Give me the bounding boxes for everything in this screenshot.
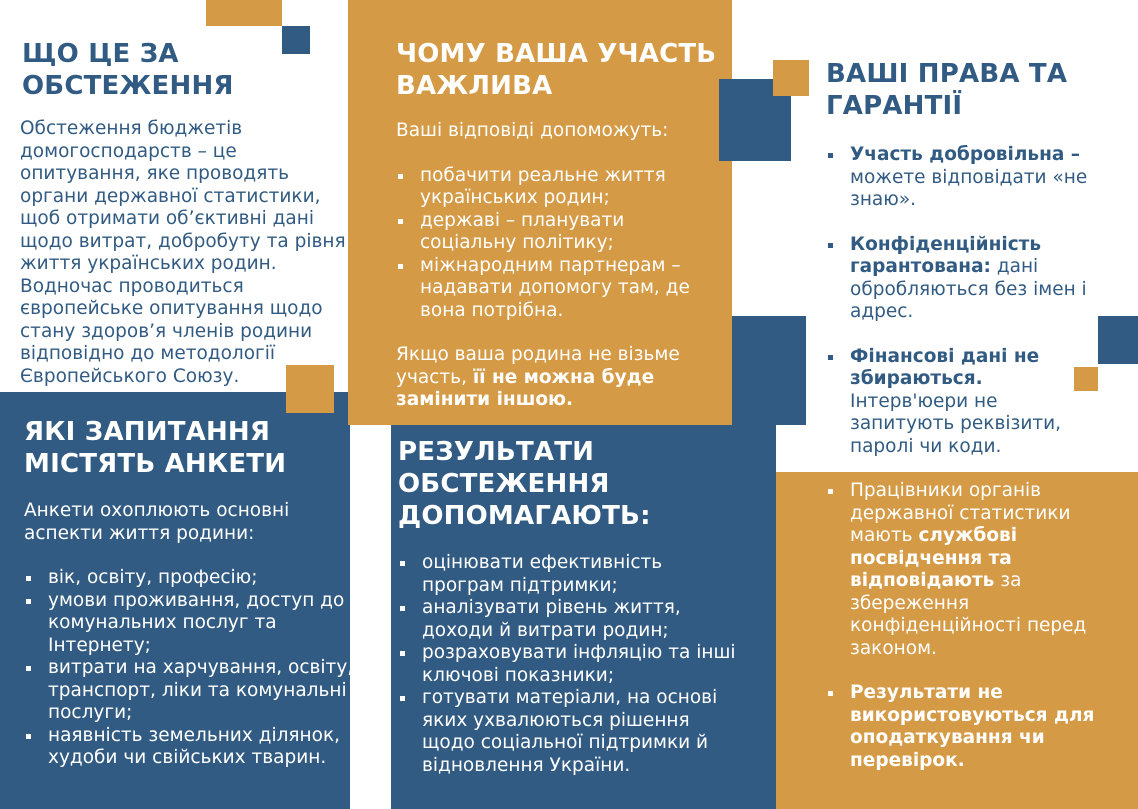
questions-title: ЯКІ ЗАПИТАННЯ МІСТЯТЬ АНКЕТИ xyxy=(24,417,287,479)
decor-square xyxy=(206,0,282,26)
decor-square xyxy=(1098,316,1138,364)
staff-list xyxy=(826,480,1116,772)
why-content xyxy=(396,120,716,412)
rights-list xyxy=(826,144,1088,458)
questions-list xyxy=(24,567,369,770)
list-item: побачити реальне життя українських родин; xyxy=(396,165,716,210)
list-item: Працівники органів державної статистики мають службові посвідчення та відповідають за збереження конфіденційності перед законом. xyxy=(826,480,1116,660)
why-outro: Якщо ваша родина не візьме участь, її не можна буде замінити іншою. xyxy=(396,344,680,410)
results-list xyxy=(398,552,743,777)
why-title: ЧОМУ ВАША УЧАСТЬ ВАЖЛИВА xyxy=(396,39,717,101)
decor-square xyxy=(773,60,809,96)
list-item: витрати на харчування, освіту, транспорт, ліки та комунальні послуги; xyxy=(24,657,369,725)
results-panel-upper xyxy=(732,316,806,425)
list-item: міжнародним партнерам – надавати допомогу там, де вона потрібна. xyxy=(396,255,716,323)
list-item: державі – планувати соціальну політику; xyxy=(396,210,716,255)
list-item: Фінансові дані не збираються. Інтерв'юери не запитують реквізити, паролі чи коди. xyxy=(826,346,1088,459)
list-item: Конфіденційність гарантована: дані обробляються без імен і адрес. xyxy=(826,234,1088,324)
list-item: наявність земельних ділянок, худоби чи свійських тварин. xyxy=(24,725,369,770)
why-intro: Ваші відповіді допоможуть: xyxy=(396,120,669,141)
what-title: ЩО ЦЕ ЗА ОБСТЕЖЕННЯ xyxy=(22,39,234,101)
list-item: готувати матеріали, на основі яких ухвалюються рішення щодо соціальної підтримки й відновлення України. xyxy=(398,687,743,777)
list-item: вік, освіту, професію; xyxy=(24,567,369,590)
why-list xyxy=(396,165,716,323)
list-item: умови проживання, доступ до комунальних послуг та Інтернету; xyxy=(24,590,369,658)
decor-square xyxy=(350,773,391,809)
list-item: розраховувати інфляцію та інші ключові показники; xyxy=(398,642,743,687)
questions-intro: Анкети охоплюють основні аспекти життя родини: xyxy=(24,500,290,544)
questions-content xyxy=(24,500,369,770)
list-item: аналізувати рівень життя, доходи й витрати родин; xyxy=(398,597,743,642)
what-body: Обстеження бюджетів домогосподарств – це опитування, яке проводять органи державної статистики, щоб отримати об’єктивні дані щодо витрат, добробуту та рівня життя українських родин. Водночас проводиться європейське опитування щодо стану здоров’я членів родини відповідно до методології Європейського Союзу. xyxy=(20,118,346,387)
results-title: РЕЗУЛЬТАТИ ОБСТЕЖЕННЯ ДОПОМАГАЮТЬ: xyxy=(398,437,651,531)
list-item: Участь добровільна – можете відповідати «не знаю». xyxy=(826,144,1088,212)
list-item: оцінювати ефективність програм підтримки; xyxy=(398,552,743,597)
list-item: Результати не використовуються для оподаткування чи перевірок. xyxy=(826,682,1116,772)
rights-title: ВАШІ ПРАВА ТА ГАРАНТІЇ xyxy=(826,59,1068,121)
